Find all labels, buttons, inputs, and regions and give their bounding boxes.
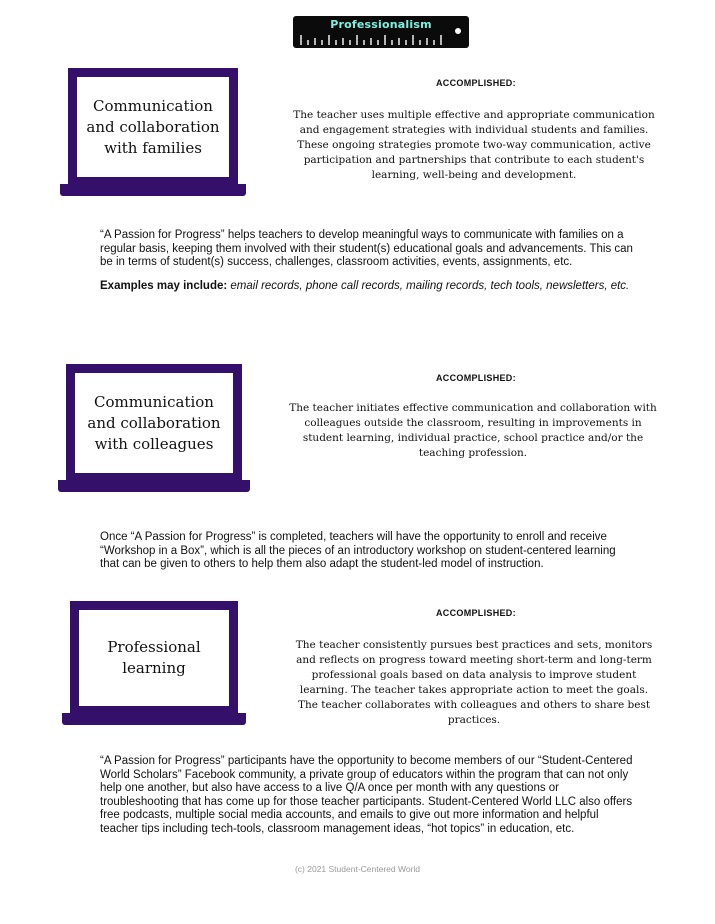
families-paragraph: “A Passion for Progress” helps teachers to develop meaningful ways to communicate with families on a regular basis, keeping them involved with their student(s) educational goals and advancements. This can be in terms of student(s) success, challenges, classroom activities, events, assignments, etc.	[100, 229, 633, 268]
laptop-base	[60, 184, 246, 196]
laptop-base	[58, 480, 250, 492]
laptop-screen	[68, 68, 238, 186]
standard-description: The teacher uses multiple effective and appropriate communication and engagement strategies with individual students and families. These ongoing strategies promote two-way communication, active participation and partnerships that contribute to each student's learning, well-being and development.	[293, 109, 655, 181]
level-label: ACCOMPLISHED:	[436, 608, 516, 618]
laptop-screen-label: Communication and collaboration with colleagues	[87, 392, 221, 453]
ruler-ticks-icon	[299, 31, 449, 45]
examples-line	[100, 280, 660, 294]
colleagues-paragraph: Once “A Passion for Progress” is completed, teachers will have the opportunity to enroll and receive “Workshop in a Box”, which is all the pieces of an introductory workshop on student-centered learning that can be given to others to help them also adapt the student-led model of instruction.	[100, 531, 616, 570]
examples-label: Examples may include:	[100, 280, 228, 292]
laptop-screen-label: Professional learning	[107, 638, 201, 677]
laptop-screen	[66, 364, 242, 482]
laptop-graphic-families	[60, 68, 246, 196]
laptop-graphic-colleagues	[58, 364, 250, 492]
standard-description: The teacher consistently pursues best practices and sets, monitors and reflects on progress toward meeting short-term and long-term professional goals based on data analysis to improve student learning. The teacher takes appropriate action to meet the goals. The teacher collaborates with colleagues and others to share best practices.	[295, 639, 653, 726]
ruler-hole-icon	[455, 28, 461, 34]
examples-items: email records, phone call records, mailing records, tech tools, newsletters, etc.	[230, 280, 630, 292]
laptop-screen	[70, 601, 238, 715]
copyright-footer: (c) 2021 Student-Centered World	[294, 864, 421, 874]
professionalism-ruler-badge	[293, 16, 469, 48]
laptop-base	[62, 713, 246, 725]
standard-description: The teacher initiates effective communication and collaboration with colleagues outside the classroom, resulting in improvements in student learning, individual practice, school practice and/or the teaching profession.	[289, 402, 657, 459]
laptop-screen-label: Communication and collaboration with families	[86, 96, 220, 157]
level-label: ACCOMPLISHED:	[436, 373, 516, 383]
badge-title: Professionalism	[330, 18, 432, 31]
professional-paragraph: “A Passion for Progress” participants have the opportunity to become members of our “Student-Centered World Scholars” Facebook community, a private group of educators within the program that can not only help one another, but also have access to a live Q/A once per month with any questions or troubleshooting that has come up for those teacher participants. Student-Centered World LLC also offers free podcasts, multiple social media accounts, and emails to give out more information and helpful teacher tips including tech-tools, classroom management ideas, “hot topics” in education, etc.	[100, 755, 633, 835]
level-label: ACCOMPLISHED:	[436, 78, 516, 88]
laptop-graphic-professional-learning	[62, 601, 246, 725]
